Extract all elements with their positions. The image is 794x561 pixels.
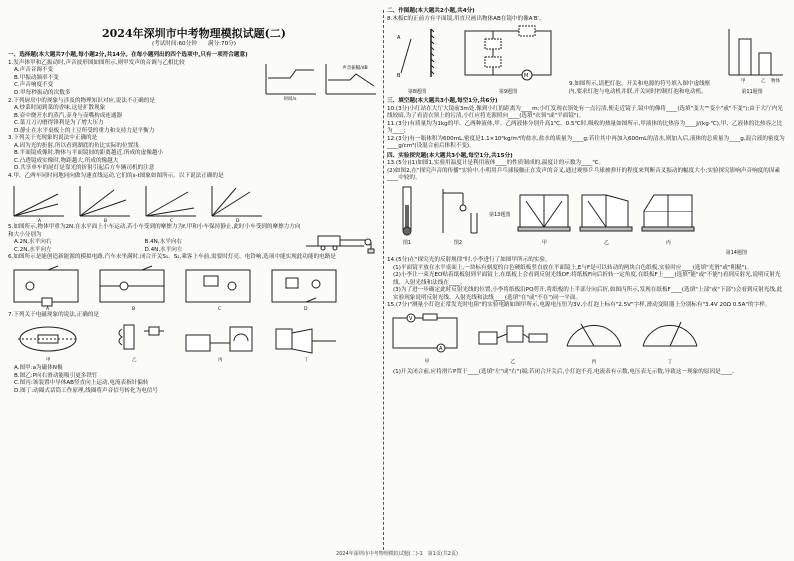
q1-graphs [260,60,380,102]
right-column [387,6,787,376]
q14-caption: 第14题图 [725,249,747,256]
q13b-text: (2)如图2,在"探究声音的传播"实验中,小明用乒乓球接触正在发声的音叉,通过观察乒乓球被弹开的程度来判断音叉振动的幅度大小;实验探究影响声音响度的因素____中较的。 [387,167,781,181]
q14-reflection-yi [578,191,634,237]
q5-option-b: B.4N,水平向右 [144,239,183,245]
q13-tuning-fork [433,185,483,237]
q1-option-d: D.甲每秒振动的次数多 [14,89,71,96]
q6-circuit-a [8,264,88,310]
q13-q14-figures [387,185,787,248]
q3-option-c: C.凸透镜成实像时,物距越大,所成的像越大 [14,157,119,164]
svg-text:A: A [397,35,401,41]
q7-figures [8,321,380,363]
q1-text: 1.发声体甲和乙振动时,声音波形图如图所示,则甲发声的音调与乙相比较 [8,59,185,66]
q7-option-c: C.图丙:该装置中导体AB竖直向上运动,电流表指针偏转 [14,380,149,386]
q3-text: 3.下列关于光现象的说法中正确的是 [8,135,98,141]
q15-figures [387,312,787,367]
q15-figure-yi [473,312,553,367]
q7-text: 7.下列关于电磁现象的说法,正确的是 [8,311,100,318]
q8-mirror-diagram [387,25,447,85]
q13-caption-2: 图2 [453,240,463,246]
q4-graph-a [8,182,68,222]
q14-label-bing: 丙 [665,240,671,246]
q14-reflection-jia [516,191,572,237]
q7-label-yi: 乙 [132,358,137,363]
q12-text: 12.(3分)有一瓶体积为600mL,密度是1.1×10³kg/m³的盐水,盐水的质量为____g;若往其中再加入600mL的清水,则加入后,液体的总质量为____g,混合液的密度为____g/cm³(设混合前后体积不变)。 [387,135,785,149]
q4-graph-b [74,182,134,222]
q8-q11-figures [387,25,787,96]
column-divider [383,10,384,550]
q14-part-3: (3)为了进一步确定此时反射光线的位置,小李将纸板沿PQ剪开,将纸板的上半部分向后折,如图丙所示,发现在纸板F____(选填"上部"或"下部")会看到反射光线,此实验现象说明反射光线、入射光线和法线____(选填"在"或"不在")同一平面。 [393,287,783,301]
q5-option-c: C.2N,水平向左 [14,246,52,253]
q15-circuit [387,312,467,356]
q3-option-b: B.平面镜成像时,物体与平面镜间的距离越近,所成的虚像越小 [14,150,164,156]
q11-axis-label: 物体 [771,79,780,84]
q14-label-jia: 甲 [541,240,547,246]
section-1-heading: 一、选择题(本大题共7小题,每小题2分,共14分。在每小题列出的四个选项中,只有一项符合题意) [8,52,248,58]
q4-label-c: C [170,219,174,224]
q6-label-a: A [46,306,50,312]
q4-label-d: D [236,219,240,224]
q4-label-a: A [38,219,42,224]
q14-part-2: (2)小李让一束光EO贴着纸板射到平面镜上,在纸板上会看到反射光线OF;将纸板F向后折转一定角度,在纸板F上____(选填"能"或"不能")看到反射光,说明反射光线、入射光线和法线在____。 [393,272,781,286]
q4-graph-d [206,182,266,222]
q7-figure-yi [94,321,174,363]
q6-label-b: B [132,306,136,312]
question-5 [8,224,380,254]
svg-text:A: A [439,345,443,352]
q14-figure-jia [516,191,572,248]
q14-text: 14.(5分)在"探究光的反射规律"时,小李进行了如图甲所示的实验。 [387,257,551,263]
q11-figure [717,25,787,96]
q9-circuit-diagram [453,25,563,85]
q1-option-b: B.甲振动频率不变 [14,74,59,81]
exam-title: 2024年深圳市中考物理模拟试题(二) [101,27,287,40]
section-3-heading: 三、填空题(本大题共3小题,每空1分,共6分) [387,98,498,104]
q6-circuits [8,264,380,310]
svg-text:V: V [409,315,413,322]
question-2 [8,98,380,136]
q7-option-d: D.图丁:动圈式话筒工作原理,线圈将声音信号转化为电信号 [14,387,158,394]
q6-circuit-d [266,264,346,310]
q8-caption: 第8题图 [407,88,427,95]
q2-option-a: A.炒菜时闻到菜的香味,这是扩散现象 [14,105,106,111]
q14-reflection-bing [640,191,696,237]
q2-option-b: B.壶中烧开水的蒸汽,壶身与壶嘴构成连通器 [14,112,123,119]
q4-label-b: B [104,219,108,224]
q15-figure-jia [387,312,467,367]
q13-figure-2 [433,185,483,248]
q14-figure-bing [640,191,696,248]
q9-text-block [569,81,711,96]
q15-figure-ding [635,312,705,367]
q5-text: 5.如图所示,物体甲重为2N,在水平面上小车运动,若小车受到的摩擦力为f,甲和小车保持静止,此时小车受到的摩擦力方向和大小分别为 [8,224,301,238]
q6-circuit-b [94,264,174,310]
q15-label-jia: 甲 [424,359,430,365]
q13-thermometer [387,185,427,237]
q11-bar-chart [717,25,787,85]
question-3 [8,135,380,173]
section-4-heading: 四、实验探究题(本大题共3小题,每空1分,共15分) [387,152,513,159]
q3-option-a: A.因为光的折射,所以看到湖底的鱼比实际的位置浅 [14,142,139,149]
q1-option-a: A.声音音调不变 [14,67,54,73]
section-2-heading: 二、作图题(本大题共2小题,共4分) [387,8,475,14]
q13-figure-1 [387,185,427,248]
q7-label-bing: 丙 [218,358,223,363]
q7-figure-jia [8,321,88,363]
q4-text: 4.甲、乙两车同时同地同向做匀速直线运动,它们的s-t图象如图所示。以下说法正确的是 [8,172,224,179]
q7-figure-ding [266,321,346,363]
page-footer: 2024年深圳市中考物理模拟试题(二)-1 第1页(共2页) [336,551,458,557]
q15-figure-bing [559,312,629,367]
q5-cart-figure [304,224,380,254]
q15-label-yi: 乙 [510,359,516,365]
q7-option-a: A.图甲:a为磁体N极 [14,365,63,371]
q2-option-d: D.静止在水平桌板上的土豆所受的重力和支持力是平衡力 [14,127,155,134]
question-7 [8,312,380,396]
q2-text: 2.下列厨房中的现象与涉及的物理知识对应,说法不正确的是 [8,97,155,104]
q14-label-yi: 乙 [603,240,609,246]
q11-text: 11.(3分)有质量均为1kg的甲、乙两种液体,甲、乙两液体分别升高1℃、0.5℃时,吸收的热量如图所示,甲液体的比热容为____J/(kg·℃),甲、乙液体的比热容之比为____; [387,120,783,134]
exam-subtitle: (考试时间:60分钟 满分:70分) [152,40,236,47]
svg-text:M: M [524,73,529,79]
q8-text: 8.木板C的正前方有平面镜,用直尺画出物体AB在镜中的像A′B′。 [387,15,545,22]
q4-graphs [8,182,380,222]
q7-option-b: B.图乙:P向右滑动能吸引更多铁钉 [14,372,98,379]
q11-bar-label-yi: 乙 [761,79,766,84]
q6-circuit-c [180,264,260,310]
q5-option-a: A.2N,水平向右 [14,239,52,245]
q9-caption: 第9题图 [498,88,518,95]
q6-text: 6.如图所示是能创造新能源的模拟电路,汽车未坐满时,闭合开关S₁、S₂,乘客上车前,需要时灯亮、电铃响,选项中能实现此功能的电路是 [8,254,336,260]
q1-option-c: C.声音响度不变 [14,82,54,88]
q7-label-jia: 甲 [46,358,51,363]
q15-text: 15.(7分)"测量小灯泡正常发光时电阻"的实验电路如图甲所示,电源电压恒为3V,小灯泡上标有"2.5V"字样,滑动变阻器上分别标有"3.4V 20Ω 0.5A"的字样。 [387,302,771,308]
q14-part-1: (1)平面镜平放在水平桌面上,一块标有刻度的白色硬纸板竖直放在平面镜上,E与F是可以转动的两块白色纸板,实验时应____(选填"光滑"或"粗糙")。 [393,264,753,271]
q6-label-c: C [218,306,222,312]
q11-bar-label-jia: 甲 [741,79,746,84]
q1-graph-b-label: 声音振幅/dB [342,65,368,71]
q9-text-inline: 9.如图所示,请把灯泡、开关和电源的符号填入图中虚线框内,要求灯泡与电动机并联,开关同时控制灯泡和电动机。 [569,81,711,95]
q13-caption-1: 图1 [402,240,412,246]
q13-caption: 第13题图 [489,212,511,219]
q10-text: 10.(3分)小红站在大厅大镜前3m处,像到小红的距离为____m;小红发现衣领处有一点污渍,便走近镜子,镜中的像将____(选填"变大""变小"或"不变");由于大厅内光线较暗,为了看清衣领上的污渍,小红应将光源照向____(选填"衣领"或"平面镜")。 [387,105,783,119]
q15-label-ding: 丁 [667,359,673,365]
q11-caption: 第11题图 [741,88,763,95]
q15-voltmeter-dial [635,312,705,356]
question-4 [8,173,380,223]
q7-label-ding: 丁 [304,358,309,363]
q14-figure-yi [578,191,634,248]
question-6 [8,254,380,310]
q6-label-d: D [304,306,308,312]
q1-graph-a-label: 时间/s [283,96,297,102]
q5-options [14,239,304,254]
q2-option-c: C.菜刀刀刃磨得锋利是为了增大压力 [14,120,104,126]
q8-figure [387,25,447,96]
q9-figure [453,25,563,96]
q15-ammeter-dial [559,312,629,356]
q15-label-bing: 丙 [591,359,597,365]
svg-text:B: B [397,73,401,79]
q15-part-1: (1)开关闭合前,应将滑片P置于____(选填"左"或"右")端;若闭合开关后,小灯泡不亮,电流表有示数,电压表无示数,导致这一现象的原因是____。 [393,368,738,375]
q15-wiring [473,312,553,356]
q3-option-d: D.共享单车的尾灯是靠光的折射引起后方车辆司机的注意 [14,165,155,171]
q4-graph-c [140,182,200,222]
left-column [8,6,380,395]
q7-figure-bing [180,321,260,363]
q13-text: 13.(5分)(1)如图1,实验用温度计是利用液体____的性质制成的,温度计的示数为____℃。 [387,160,605,166]
q5-option-d: D.4N,水平向左 [144,246,183,253]
